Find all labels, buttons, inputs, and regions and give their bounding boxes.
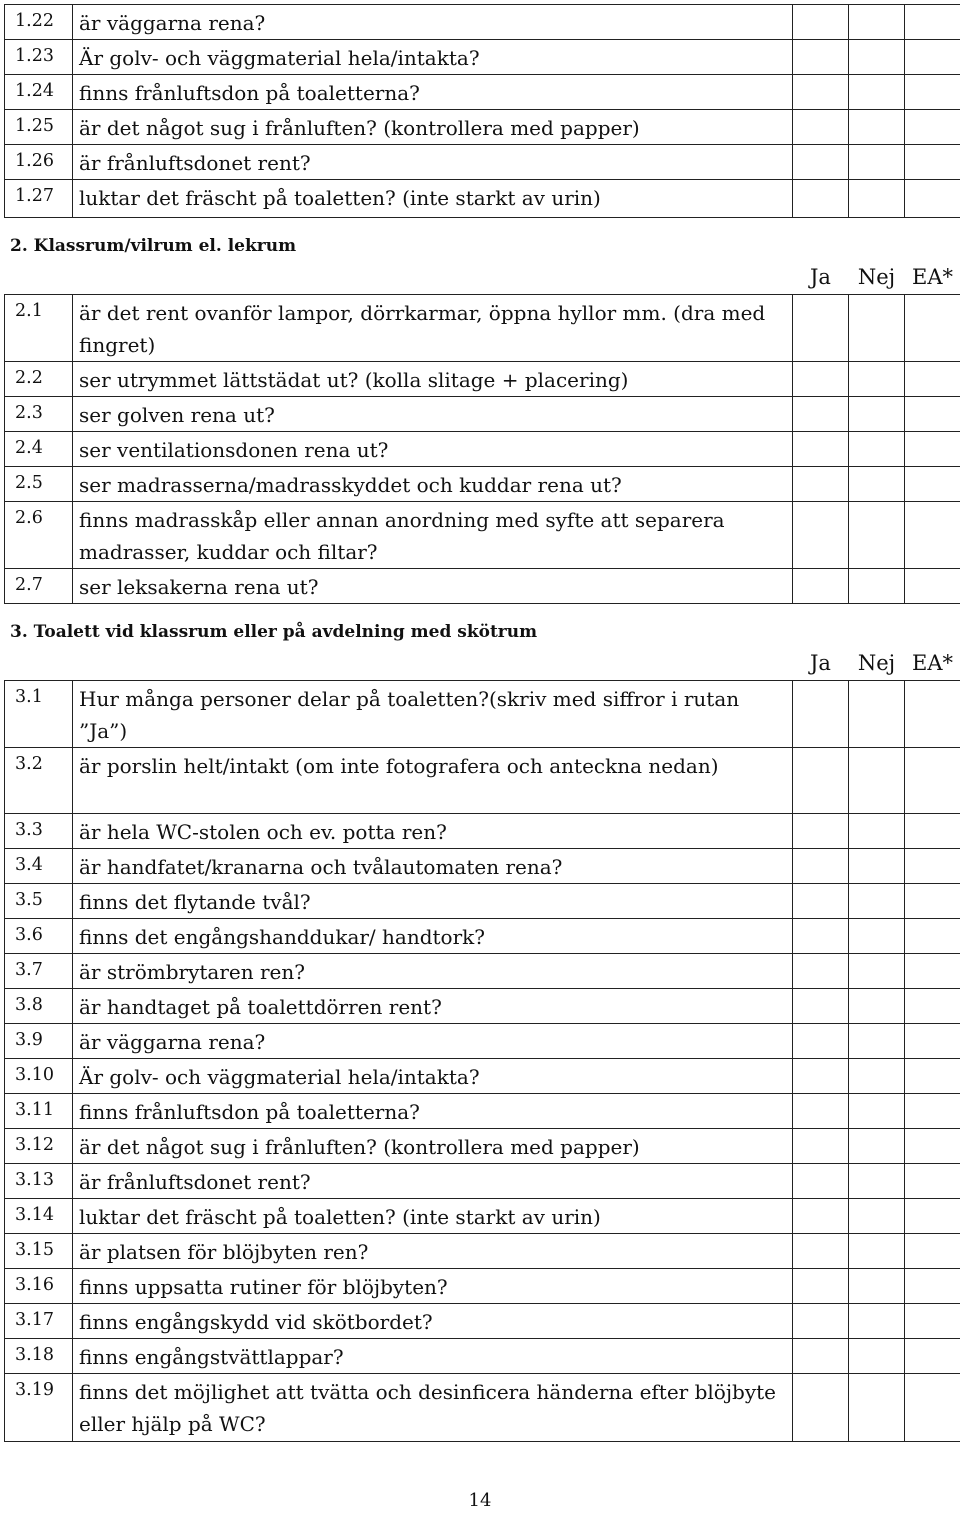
item-number: 3.10 — [5, 1058, 73, 1093]
answer-box-ja[interactable] — [793, 180, 849, 218]
answer-box-nej[interactable] — [849, 294, 905, 361]
answer-box-nej[interactable] — [849, 431, 905, 466]
item-question: är strömbrytaren ren? — [73, 953, 793, 988]
item-question: Är golv- och väggmaterial hela/intakta? — [73, 40, 793, 75]
answer-box-nej[interactable] — [849, 848, 905, 883]
table-row — [5, 431, 960, 466]
item-question: är väggarna rena? — [73, 1023, 793, 1058]
header-spacer — [5, 262, 793, 294]
item-number: 3.15 — [5, 1233, 73, 1268]
table-row — [5, 1233, 960, 1268]
answer-box-nej[interactable] — [849, 1373, 905, 1441]
item-question: är hela WC-stolen och ev. potta ren? — [73, 813, 793, 848]
item-number: 3.1 — [5, 680, 73, 747]
answer-box-ja[interactable] — [793, 1303, 849, 1338]
answer-box-ja[interactable] — [793, 568, 849, 603]
item-number: 3.8 — [5, 988, 73, 1023]
header-row — [5, 262, 960, 294]
table-row — [5, 5, 960, 40]
answer-box-nej[interactable] — [849, 1198, 905, 1233]
header-row — [5, 648, 960, 680]
item-question: ser ventilationsdonen rena ut? — [73, 431, 793, 466]
item-number: 3.3 — [5, 813, 73, 848]
answer-box-nej[interactable] — [849, 1163, 905, 1198]
table-row — [5, 680, 960, 747]
answer-box-ja[interactable] — [793, 883, 849, 918]
table-row — [5, 988, 960, 1023]
table-row — [5, 883, 960, 918]
item-number: 3.2 — [5, 747, 73, 813]
item-number: 2.5 — [5, 466, 73, 501]
answer-box-nej[interactable] — [849, 1023, 905, 1058]
answer-box-ea[interactable] — [905, 40, 960, 75]
item-question: Hur många personer delar på toaletten?(skriv med siffror i rutan ”Ja”) — [73, 680, 793, 747]
answer-box-ea[interactable] — [905, 1268, 960, 1303]
item-question: Är golv- och väggmaterial hela/intakta? — [73, 1058, 793, 1093]
answer-box-nej[interactable] — [849, 180, 905, 218]
item-number: 1.22 — [5, 5, 73, 40]
item-question: finns frånluftsdon på toaletterna? — [73, 1093, 793, 1128]
answer-box-nej[interactable] — [849, 680, 905, 747]
table-row — [5, 953, 960, 988]
answer-box-ja[interactable] — [793, 747, 849, 813]
item-number: 1.26 — [5, 145, 73, 180]
item-number: 1.27 — [5, 180, 73, 218]
column-header-nej: Nej — [857, 265, 896, 289]
answer-box-ea[interactable] — [905, 1058, 960, 1093]
answer-box-ja[interactable] — [793, 680, 849, 747]
answer-box-ea[interactable] — [905, 1128, 960, 1163]
answer-box-nej[interactable] — [849, 883, 905, 918]
table-row — [5, 1338, 960, 1373]
answer-box-ja[interactable] — [793, 988, 849, 1023]
answer-box-ja[interactable] — [793, 1128, 849, 1163]
item-number: 3.5 — [5, 883, 73, 918]
table-row — [5, 501, 960, 568]
answer-box-ja[interactable] — [793, 145, 849, 180]
answer-box-nej[interactable] — [849, 918, 905, 953]
answer-box-ja[interactable] — [793, 1268, 849, 1303]
answer-box-ea[interactable] — [905, 110, 960, 145]
table-row — [5, 1303, 960, 1338]
item-number: 2.6 — [5, 501, 73, 568]
answer-box-nej[interactable] — [849, 40, 905, 75]
answer-box-ea[interactable] — [905, 294, 960, 361]
item-question: ser leksakerna rena ut? — [73, 568, 793, 603]
table-row — [5, 1023, 960, 1058]
answer-box-ja[interactable] — [793, 1198, 849, 1233]
item-question: ser madrasserna/madrasskyddet och kuddar rena ut? — [73, 466, 793, 501]
table-row — [5, 1093, 960, 1128]
item-number: 1.24 — [5, 75, 73, 110]
answer-box-ja[interactable] — [793, 953, 849, 988]
answer-box-nej[interactable] — [849, 988, 905, 1023]
answer-box-nej[interactable] — [849, 1233, 905, 1268]
table-row — [5, 1128, 960, 1163]
answer-box-nej[interactable] — [849, 501, 905, 568]
item-question: är platsen för blöjbyten ren? — [73, 1233, 793, 1268]
item-number: 3.19 — [5, 1373, 73, 1441]
column-header-ja: Ja — [810, 265, 831, 289]
table-row — [5, 848, 960, 883]
answer-box-nej[interactable] — [849, 466, 905, 501]
item-number: 3.4 — [5, 848, 73, 883]
answer-box-ja[interactable] — [793, 1373, 849, 1441]
page-number: 14 — [468, 1490, 492, 1511]
answer-box-ja[interactable] — [793, 501, 849, 568]
answer-box-ea[interactable] — [905, 568, 960, 603]
item-question: luktar det fräscht på toaletten? (inte starkt av urin) — [73, 1198, 793, 1233]
table-row — [5, 145, 960, 180]
answer-box-ea[interactable] — [905, 1303, 960, 1338]
answer-box-ea[interactable] — [905, 953, 960, 988]
table-row — [5, 747, 960, 813]
table-row — [5, 1058, 960, 1093]
answer-box-nej[interactable] — [849, 1093, 905, 1128]
answer-box-ja[interactable] — [793, 294, 849, 361]
answer-box-nej[interactable] — [849, 1338, 905, 1373]
item-question: finns uppsatta rutiner för blöjbyten? — [73, 1268, 793, 1303]
item-number: 3.11 — [5, 1093, 73, 1128]
item-question: är handtaget på toalettdörren rent? — [73, 988, 793, 1023]
answer-box-ja[interactable] — [793, 361, 849, 396]
answer-box-ea[interactable] — [905, 396, 960, 431]
answer-box-nej[interactable] — [849, 1058, 905, 1093]
answer-box-ea[interactable] — [905, 1093, 960, 1128]
answer-box-nej[interactable] — [849, 1303, 905, 1338]
answer-box-ja[interactable] — [793, 75, 849, 110]
answer-box-nej[interactable] — [849, 953, 905, 988]
answer-box-ea[interactable] — [905, 1233, 960, 1268]
answer-box-nej[interactable] — [849, 396, 905, 431]
header-spacer — [5, 648, 793, 680]
item-question: finns det engångshanddukar/ handtork? — [73, 918, 793, 953]
table-row — [5, 568, 960, 603]
answer-box-nej[interactable] — [849, 361, 905, 396]
answer-box-ea[interactable] — [905, 1198, 960, 1233]
answer-box-ea[interactable] — [905, 918, 960, 953]
item-question: är handfatet/kranarna och tvålautomaten rena? — [73, 848, 793, 883]
answer-box-ea[interactable] — [905, 1338, 960, 1373]
item-question: ser utrymmet lättstädat ut? (kolla slitage + placering) — [73, 361, 793, 396]
table-row — [5, 918, 960, 953]
item-question: är det något sug i frånluften? (kontrollera med papper) — [73, 110, 793, 145]
item-question: är det rent ovanför lampor, dörrkarmar, öppna hyllor mm. (dra med fingret) — [73, 294, 793, 361]
item-number: 3.7 — [5, 953, 73, 988]
table-row — [5, 75, 960, 110]
column-header-ea: EA* — [912, 651, 953, 675]
answer-box-ea[interactable] — [905, 5, 960, 40]
section-3-table — [4, 648, 960, 1442]
answer-box-nej[interactable] — [849, 747, 905, 813]
item-question: finns engångskydd vid skötbordet? — [73, 1303, 793, 1338]
item-question: finns det möjlighet att tvätta och desinficera händerna efter blöjbyte eller hjälp på WC? — [73, 1373, 793, 1441]
answer-box-ea[interactable] — [905, 680, 960, 747]
answer-box-ea[interactable] — [905, 431, 960, 466]
answer-box-nej[interactable] — [849, 5, 905, 40]
item-question: är väggarna rena? — [73, 5, 793, 40]
table-row — [5, 40, 960, 75]
answer-box-ja[interactable] — [793, 918, 849, 953]
item-number: 3.16 — [5, 1268, 73, 1303]
item-number: 1.25 — [5, 110, 73, 145]
answer-box-ea[interactable] — [905, 848, 960, 883]
answer-box-ea[interactable] — [905, 988, 960, 1023]
answer-box-ja[interactable] — [793, 848, 849, 883]
answer-box-ja[interactable] — [793, 1233, 849, 1268]
answer-box-ja[interactable] — [793, 813, 849, 848]
answer-box-ea[interactable] — [905, 180, 960, 218]
section-2-title: 2. Klassrum/vilrum el. lekrum — [10, 236, 297, 256]
item-number: 3.17 — [5, 1303, 73, 1338]
answer-box-nej[interactable] — [849, 75, 905, 110]
item-number: 3.9 — [5, 1023, 73, 1058]
answer-box-ja[interactable] — [793, 431, 849, 466]
section-3-title: 3. Toalett vid klassrum eller på avdelning med skötrum — [10, 622, 538, 642]
item-question: ser golven rena ut? — [73, 396, 793, 431]
table-row — [5, 1198, 960, 1233]
item-number: 3.6 — [5, 918, 73, 953]
table-row — [5, 466, 960, 501]
answer-box-nej[interactable] — [849, 110, 905, 145]
item-number: 1.23 — [5, 40, 73, 75]
item-question: är porslin helt/intakt (om inte fotografera och anteckna nedan) — [73, 747, 793, 813]
answer-box-ja[interactable] — [793, 1058, 849, 1093]
column-header-ea: EA* — [912, 265, 953, 289]
item-number: 3.12 — [5, 1128, 73, 1163]
item-number: 3.14 — [5, 1198, 73, 1233]
answer-box-ja[interactable] — [793, 5, 849, 40]
item-question: finns det flytande tvål? — [73, 883, 793, 918]
answer-box-ea[interactable] — [905, 747, 960, 813]
item-number: 2.4 — [5, 431, 73, 466]
column-header-nej: Nej — [857, 651, 896, 675]
answer-box-ea[interactable] — [905, 1373, 960, 1441]
table-row — [5, 361, 960, 396]
item-question: finns engångstvättlappar? — [73, 1338, 793, 1373]
answer-box-ea[interactable] — [905, 145, 960, 180]
answer-box-ea[interactable] — [905, 1023, 960, 1058]
answer-box-nej[interactable] — [849, 1128, 905, 1163]
item-number: 2.7 — [5, 568, 73, 603]
item-number: 3.18 — [5, 1338, 73, 1373]
answer-box-nej[interactable] — [849, 145, 905, 180]
answer-box-ea[interactable] — [905, 361, 960, 396]
item-question: finns madrasskåp eller annan anordning med syfte att separera madrasser, kuddar och filtar? — [73, 501, 793, 568]
answer-box-ja[interactable] — [793, 1093, 849, 1128]
table-row — [5, 180, 960, 218]
column-header-ja: Ja — [810, 651, 831, 675]
table-row — [5, 294, 960, 361]
item-question: är det något sug i frånluften? (kontrollera med papper) — [73, 1128, 793, 1163]
item-question: är frånluftsdonet rent? — [73, 145, 793, 180]
section-1-table — [4, 4, 960, 218]
answer-box-ja[interactable] — [793, 40, 849, 75]
item-question: luktar det fräscht på toaletten? (inte starkt av urin) — [73, 180, 793, 218]
answer-box-nej[interactable] — [849, 568, 905, 603]
item-question: är frånluftsdonet rent? — [73, 1163, 793, 1198]
answer-box-ea[interactable] — [905, 466, 960, 501]
answer-box-ea[interactable] — [905, 883, 960, 918]
table-row — [5, 1163, 960, 1198]
answer-box-ea[interactable] — [905, 501, 960, 568]
table-row — [5, 396, 960, 431]
item-number: 2.3 — [5, 396, 73, 431]
answer-box-ja[interactable] — [793, 110, 849, 145]
answer-box-nej[interactable] — [849, 1268, 905, 1303]
answer-box-ea[interactable] — [905, 75, 960, 110]
answer-box-nej[interactable] — [849, 813, 905, 848]
item-question: finns frånluftsdon på toaletterna? — [73, 75, 793, 110]
answer-box-ja[interactable] — [793, 466, 849, 501]
item-number: 2.2 — [5, 361, 73, 396]
table-row — [5, 1268, 960, 1303]
answer-box-ja[interactable] — [793, 1163, 849, 1198]
item-number: 2.1 — [5, 294, 73, 361]
answer-box-ea[interactable] — [905, 1163, 960, 1198]
item-number: 3.13 — [5, 1163, 73, 1198]
table-row — [5, 110, 960, 145]
answer-box-ja[interactable] — [793, 396, 849, 431]
table-row — [5, 1373, 960, 1441]
answer-box-ja[interactable] — [793, 1338, 849, 1373]
table-row — [5, 813, 960, 848]
section-2-table — [4, 262, 960, 604]
answer-box-ea[interactable] — [905, 813, 960, 848]
answer-box-ja[interactable] — [793, 1023, 849, 1058]
